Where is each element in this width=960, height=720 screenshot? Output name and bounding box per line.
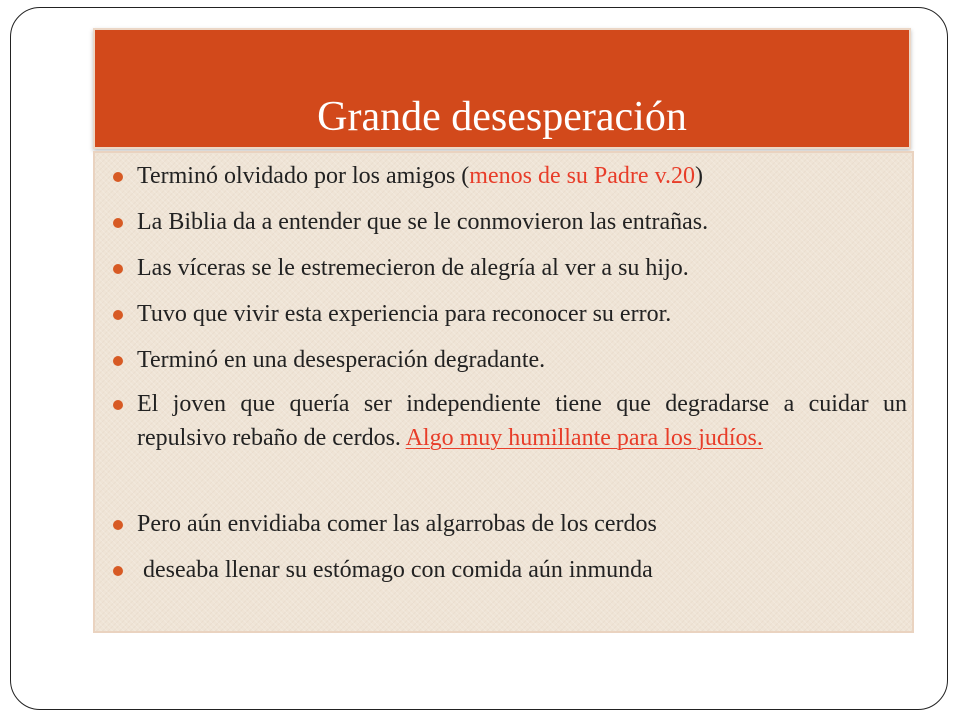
content-box: [93, 151, 914, 633]
title-bar: [93, 28, 911, 149]
bullet-icon: [113, 356, 123, 366]
bullet-text: deseaba llenar su estómago con comida aún inmunda: [137, 557, 653, 583]
bullet-icon: [113, 310, 123, 320]
bullet-item: [137, 507, 907, 541]
slide-title: Grande desesperación: [317, 94, 687, 140]
bullet-icon: [113, 218, 123, 228]
bullet-icon: [113, 400, 123, 410]
bullet-item: [137, 205, 907, 239]
bullet-text: Terminó olvidado por los amigos (: [137, 163, 470, 189]
bullet-item: [137, 387, 907, 455]
humillante-link[interactable]: Algo muy humillante para los judíos.: [405, 425, 763, 451]
bullet-icon: [113, 172, 123, 182]
bullet-item: [137, 159, 907, 193]
bullet-highlight: menos de su Padre v.20: [469, 163, 696, 189]
bullet-item: [137, 553, 907, 587]
bullet-icon: [113, 566, 123, 576]
bullet-text: Tuvo que vivir esta experiencia para reconocer su error.: [137, 301, 672, 327]
bullet-item: [137, 251, 907, 285]
bullet-text: Las víceras se le estremecieron de alegría al ver a su hijo.: [137, 255, 689, 281]
bullet-item: [137, 343, 907, 377]
bullet-icon: [113, 520, 123, 530]
bullet-icon: [113, 264, 123, 274]
bullet-text: Pero aún envidiaba comer las algarrobas de los cerdos: [137, 511, 657, 537]
bullet-text: La Biblia da a entender que se le conmovieron las entrañas.: [137, 209, 709, 235]
bullet-text: El joven que quería ser independiente tiene que degradarse a cuidar un repulsivo rebaño de cerdos.: [137, 391, 907, 451]
bullet-text-end: ): [695, 163, 704, 189]
bullet-text: Terminó en una desesperación degradante.: [137, 347, 546, 373]
bullet-item: [137, 297, 907, 331]
